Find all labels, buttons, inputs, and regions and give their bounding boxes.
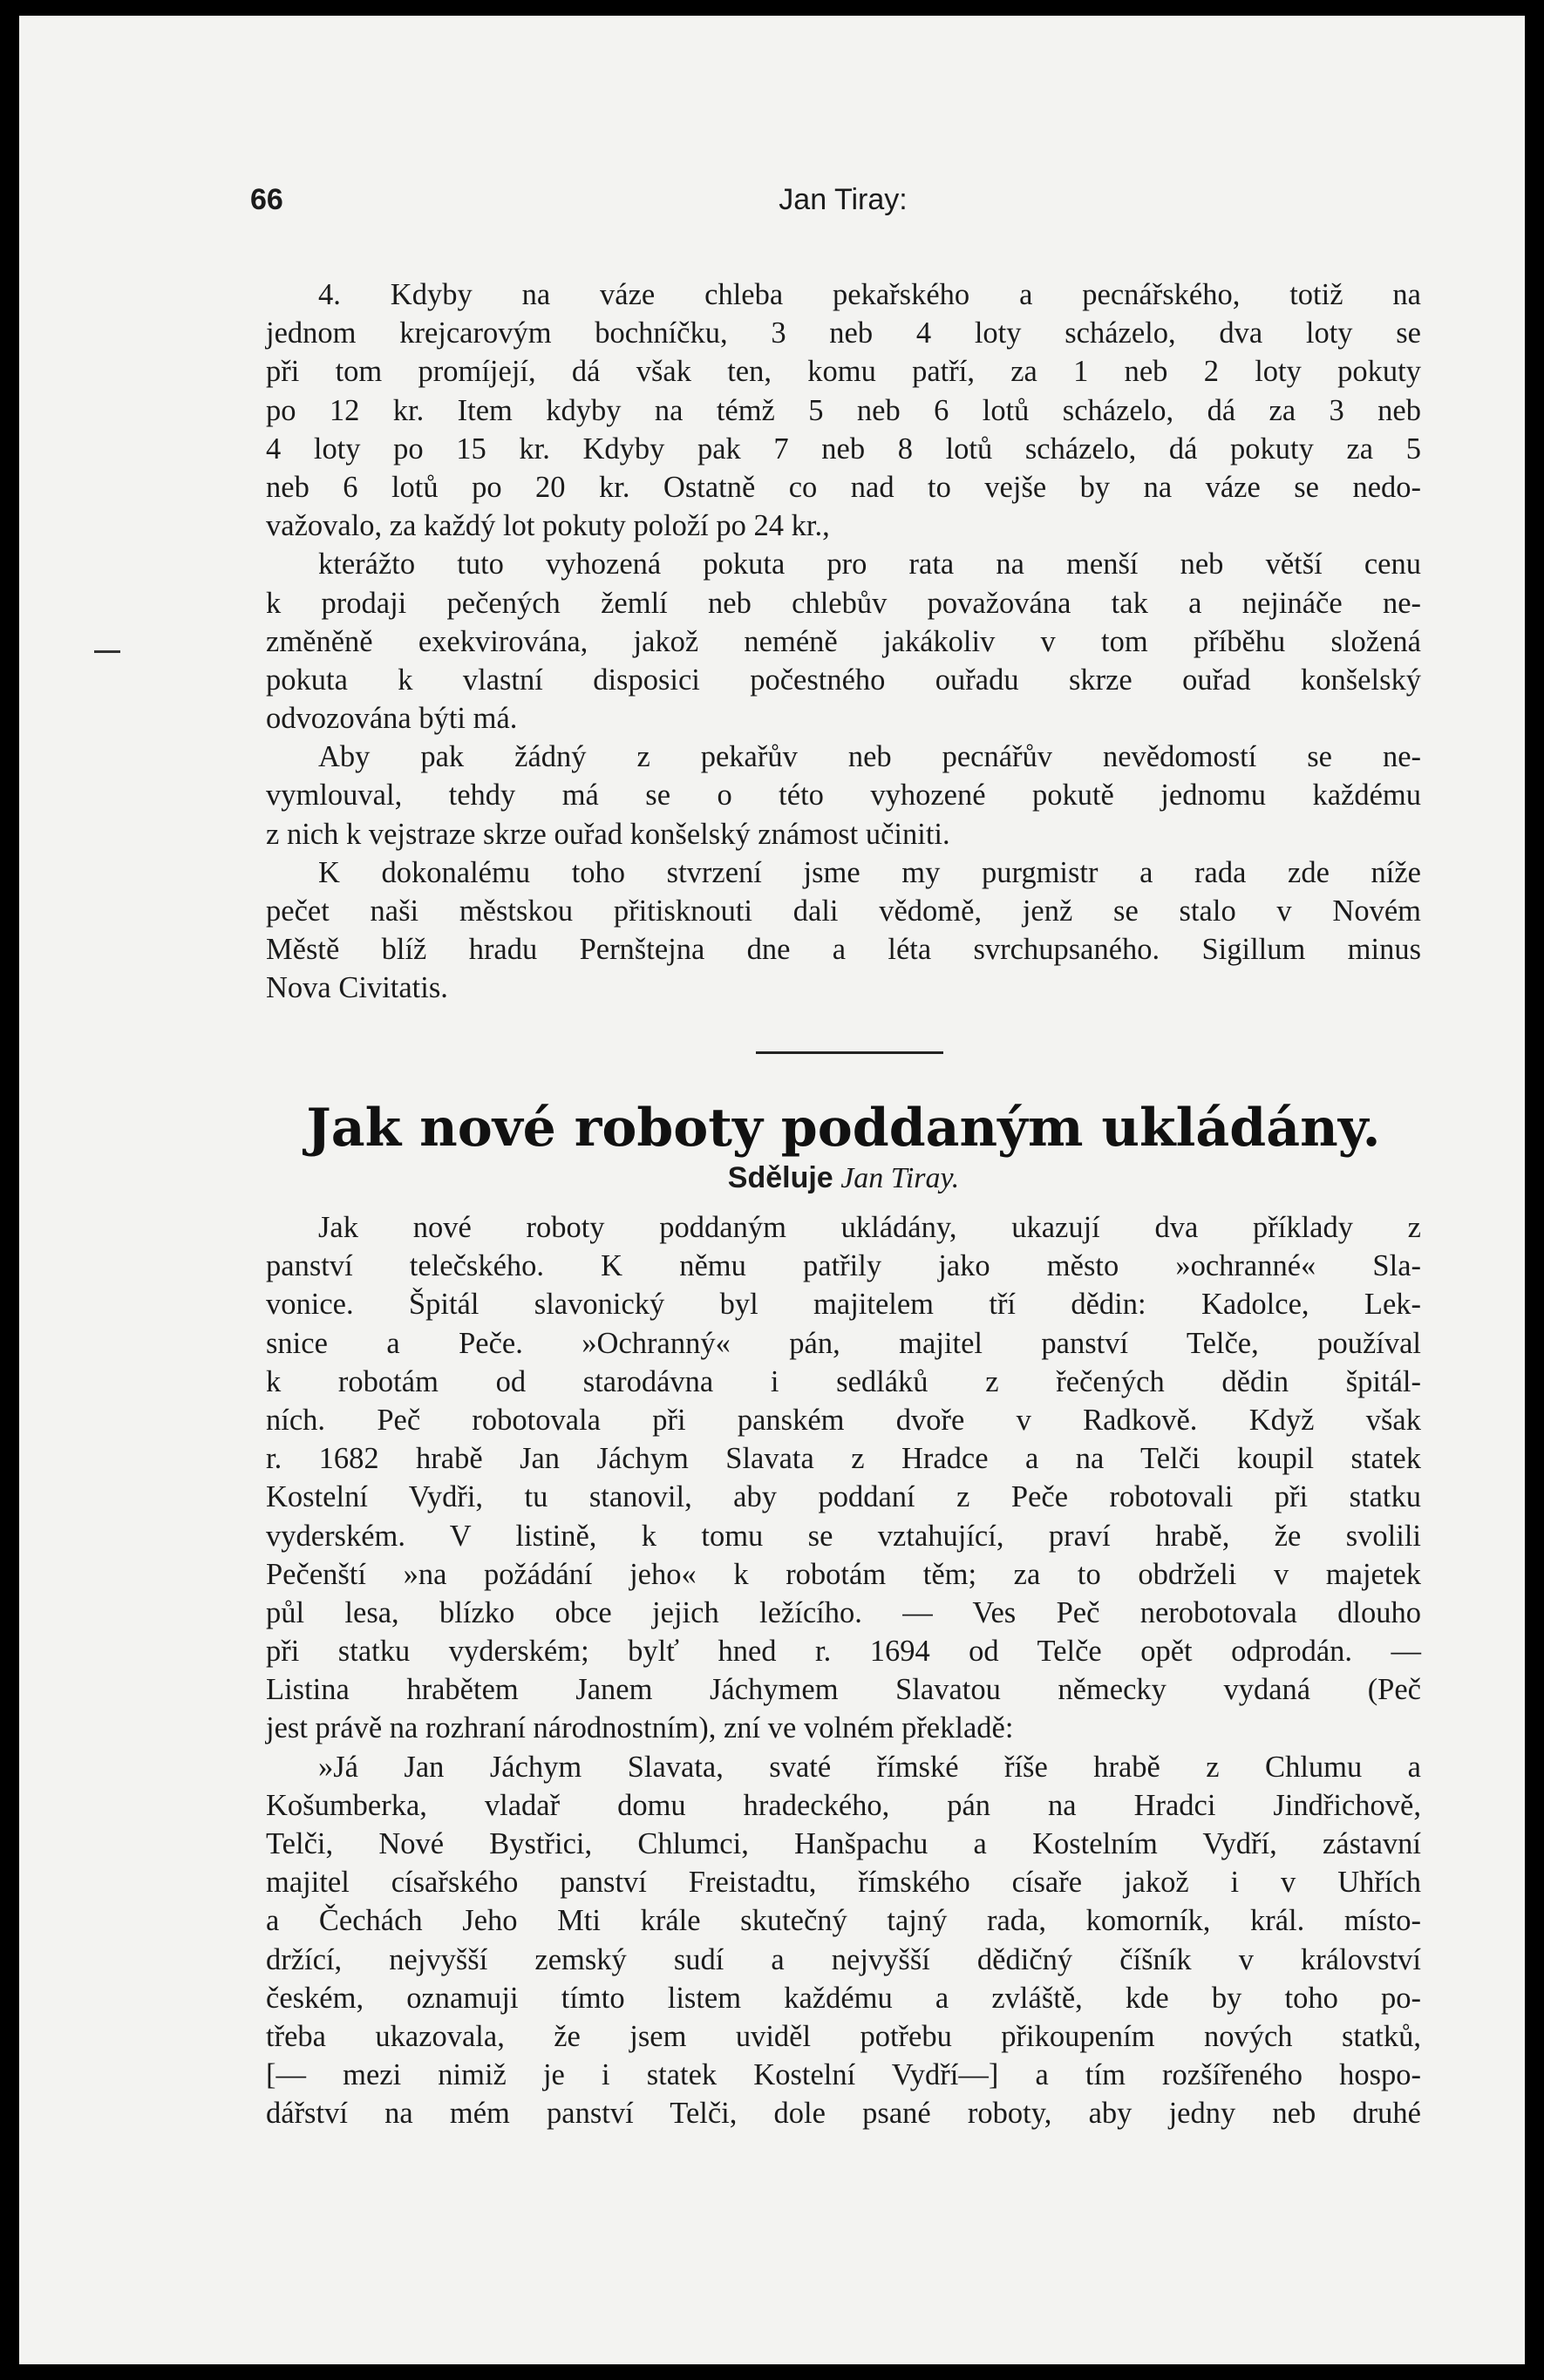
text-line: pokuta k vlastní disposici počestného ouřadu skrze ouřad konšelský (266, 663, 1421, 697)
running-head (250, 183, 1436, 218)
text-line: Nova Civitatis. (266, 971, 448, 1005)
text-line: Jak nové roboty poddaným ukládány, ukazují dva příklady z (318, 1211, 1421, 1244)
text-line: pečet naši městskou přitisknouti dali vědomě, jenž se stalo v Novém (266, 894, 1421, 928)
byline-author: Jan Tiray. (840, 1162, 960, 1194)
text-line: k prodaji pečených žemlí neb chlebův považována tak a nejináče ne- (266, 586, 1421, 620)
text-line: půl lesa, blízko obce jejich ležícího. — Ves Peč nerobotovala dlouho (266, 1595, 1421, 1629)
section-divider (756, 1051, 943, 1054)
text-line: při tom promíjejí, dá však ten, komu patří, za 1 neb 2 loty pokuty (266, 355, 1421, 389)
text-line: vonice. Špitál slavonický byl majitelem tří dědin: Kadolce, Lek- (266, 1288, 1421, 1322)
text-line: »Já Jan Jáchym Slavata, svaté římské říše hrabě z Chlumu a (318, 1750, 1421, 1784)
text-line: Košumberka, vladař domu hradeckého, pán na Hradci Jindřichově, (266, 1788, 1421, 1822)
byline-lead: Sděluje (727, 1161, 833, 1194)
text-line: a Čechách Jeho Mti krále skutečný tajný rada, komorník, král. místo- (266, 1904, 1421, 1938)
text-line: panství telečského. K němu patřily jako město »ochranné« Sla- (266, 1249, 1421, 1283)
text-line: K dokonalému toho stvrzení jsme my purgmistr a rada zde níže (318, 855, 1421, 889)
text-line: majitel císařského panství Freistadtu, římského císaře jakož i v Uhřích (266, 1866, 1421, 1900)
text-line: držící, nejvyšší zemský sudí a nejvyšší dědičný číšník v království (266, 1942, 1421, 1976)
byline (266, 1161, 1421, 1195)
article-title: Jak nové roboty poddaným ukládány. (306, 1098, 1381, 1159)
text-line: Pečenští »na požádání jeho« k robotám těm; za to obdrželi v majetek (266, 1557, 1421, 1591)
text-line: po 12 kr. Item kdyby na témž 5 neb 6 lotů scházelo, dá za 3 neb (266, 393, 1421, 427)
text-line: jest právě na rozhraní národnostním), zní ve volném překladě: (266, 1711, 1014, 1745)
text-line: 4. Kdyby na váze chleba pekařského a pecnářského, totiž na (318, 278, 1421, 311)
text-line: važovalo, za každý lot pokuty položí po 24 kr., (266, 509, 830, 543)
text-line: Listina hrabětem Janem Jáchymem Slavatou německy vydaná (Peč (266, 1673, 1421, 1707)
text-line: změněně exekvirována, jakož neméně jakákoliv v tom příběhu složená (266, 624, 1421, 658)
text-line: vymlouval, tehdy má se o této vyhozené pokutě jednomu každému (266, 779, 1421, 813)
text-line: při statku vyderském; bylť hned r. 1694 od Telče opět odprodán. — (266, 1635, 1421, 1669)
text-line: z nich k vejstraze skrze ouřad konšelský známost učiniti. (266, 817, 950, 851)
text-line: vyderském. V listině, k tomu se vztahující, praví hrabě, že svolili (266, 1519, 1421, 1553)
text-line: kterážto tuto vyhozená pokuta pro rata na menší neb větší cenu (318, 547, 1421, 581)
margin-mark (94, 650, 120, 653)
text-line: r. 1682 hrabě Jan Jáchym Slavata z Hradce a na Telči koupil statek (266, 1442, 1421, 1476)
text-line: Telči, Nové Bystřici, Chlumci, Hanšpachu a Kostelním Vydří, zástavní (266, 1827, 1421, 1860)
text-line: třeba ukazovala, že jsem uviděl potřebu přikoupením nových statků, (266, 2019, 1421, 2053)
article-body (266, 1208, 1421, 2133)
section-1-text (266, 275, 1421, 1008)
text-line: ních. Peč robotovala při panském dvoře v Radkově. Když však (266, 1403, 1421, 1437)
text-line: jednom krejcarovým bochníčku, 3 neb 4 loty scházelo, dva loty se (266, 316, 1421, 350)
text-line: Kostelní Vydři, tu stanovil, aby poddaní z Peče robotovali při statku (266, 1480, 1421, 1514)
page-number: 66 (250, 183, 283, 216)
running-title: Jan Tiray: (779, 183, 908, 216)
text-line: dářství na mém panství Telči, dole psané roboty, aby jedny neb druhé (266, 2097, 1421, 2131)
text-line: českém, oznamuji tímto listem každému a zvláště, kde by toho po- (266, 1981, 1421, 2015)
text-line: k robotám od starodávna i sedláků z řečených dědin špitál- (266, 1364, 1421, 1398)
text-line: Městě blíž hradu Pernštejna dne a léta svrchupsaného. Sigillum minus (266, 933, 1421, 967)
text-line: snice a Peče. »Ochranný« pán, majitel panství Telče, používal (266, 1326, 1421, 1360)
text-line: neb 6 lotů po 20 kr. Ostatně co nad to vejše by na váze se nedo- (266, 470, 1421, 504)
text-line: 4 loty po 15 kr. Kdyby pak 7 neb 8 lotů scházelo, dá pokuty za 5 (266, 432, 1421, 466)
text-line: Aby pak žádný z pekařův neb pecnářův nevědomostí se ne- (318, 740, 1421, 774)
text-line: [— mezi nimiž je i statek Kostelní Vydří—] a tím rozšířeného hospo- (266, 2058, 1421, 2092)
text-line: odvozována býti má. (266, 702, 518, 736)
book-page (19, 16, 1525, 2364)
